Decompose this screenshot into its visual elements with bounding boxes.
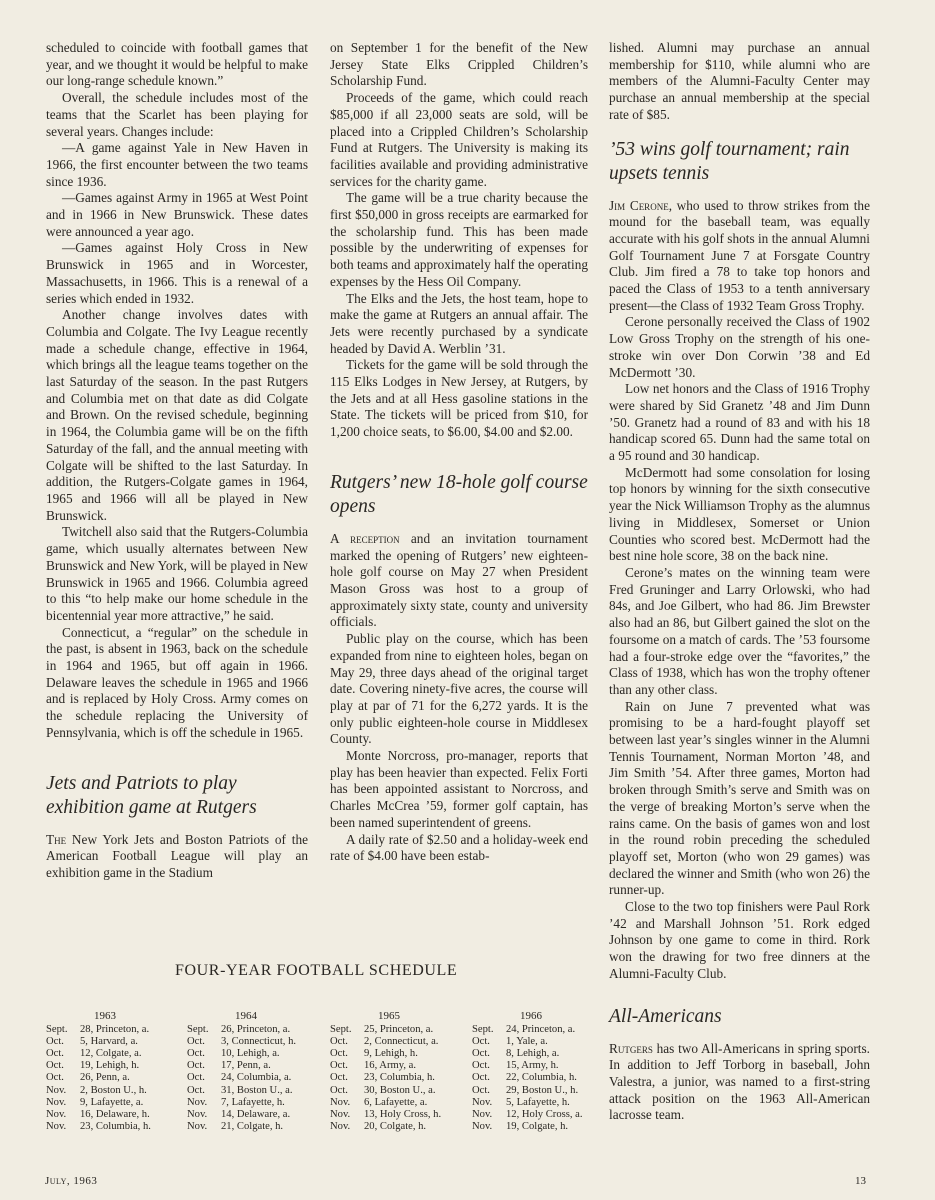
lead-in: A reception <box>330 530 400 546</box>
schedule-year-column <box>46 1010 186 1133</box>
schedule-month: Nov. <box>46 1108 67 1120</box>
paragraph: lished. Alumni may purchase an annual membership for $110, while alumni who are members of the Alumni-Faculty Center may purchase an annual membership at the special rate of $85. <box>609 40 870 122</box>
schedule-year: 1963 <box>94 1010 116 1022</box>
schedule-game: 26, Princeton, a. <box>221 1024 291 1036</box>
schedule-row <box>330 1085 470 1097</box>
schedule-month: Nov. <box>187 1096 208 1108</box>
schedule-game: 24, Princeton, a. <box>506 1024 576 1036</box>
schedule-row <box>187 1121 327 1133</box>
schedule-game: 30, Boston U., a. <box>364 1084 436 1096</box>
schedule-row <box>472 1048 612 1060</box>
schedule-month: Nov. <box>472 1096 493 1108</box>
schedule-month: Nov. <box>46 1096 67 1108</box>
schedule-game: 1, Yale, a. <box>506 1036 548 1048</box>
schedule-game: 2, Boston U., h. <box>80 1084 147 1096</box>
schedule-month: Oct. <box>187 1048 205 1060</box>
schedule-month: Oct. <box>46 1036 64 1048</box>
schedule-month: Oct. <box>472 1036 490 1048</box>
schedule-row <box>472 1024 612 1036</box>
schedule-row <box>187 1036 327 1048</box>
schedule-month: Nov. <box>187 1120 208 1132</box>
schedule-month: Sept. <box>472 1024 494 1036</box>
schedule-game: 19, Lehigh, h. <box>80 1060 140 1072</box>
paragraph: Monte Norcross, pro-manager, reports that play has been heavier than expected. Felix Forti has been appointed assistant to Norcross, and Charles McCrea ’59, former golf captain, has been named superintendent of greens. <box>330 748 588 830</box>
paragraph <box>609 198 870 315</box>
schedule-row <box>330 1109 470 1121</box>
schedule-game: 7, Lafayette, h. <box>221 1096 285 1108</box>
all-americans-headline: All-Americans <box>609 1005 722 1027</box>
schedule-row <box>330 1121 470 1133</box>
paragraph: Connecticut, a “regular” on the schedule in the past, is absent in 1963, back on the schedule in 1964 and 1965, but off again in 1966. Delaware leaves the schedule in 1965 and 1966 and is replaced by Holy Cross. Army comes on the schedule replacing the University of Pennsylvania, which is off the schedule in 1965. <box>46 624 308 740</box>
schedule-game: 8, Lehigh, a. <box>506 1048 560 1060</box>
schedule-month: Oct. <box>187 1072 205 1084</box>
schedule-month: Nov. <box>46 1120 67 1132</box>
paragraph: —Games against Holy Cross in New Brunswick in 1965 and in Worcester, Massachusetts, in 1966. This is a renewal of a series which ended in 1932. <box>46 240 308 306</box>
schedule-month: Oct. <box>187 1084 205 1096</box>
paragraph: Cerone personally received the Class of 1902 Low Gross Trophy on the strength of his one-stroke win over Don Corwin ’38 and Ed McDermott ’30. <box>609 314 870 380</box>
schedule-year: 1965 <box>378 1010 400 1022</box>
schedule-game: 2, Connecticut, a. <box>364 1036 439 1048</box>
schedule-row <box>187 1085 327 1097</box>
schedule-game: 17, Penn, a. <box>221 1060 271 1072</box>
schedule-month: Sept. <box>330 1024 352 1036</box>
paragraph: Rain on June 7 prevented what was promising to be a hard-fought playoff set between last year’s singles winner in the Alumni Tennis Tournament, Norman Morton ’48, and Jim Smith ’54. After three games, Morton had broken through Smith’s serve and Smith was on the verge of breaking Morton’s serve when the rains came. On the basis of games won and lost in the round robin preceding the scheduled playoff set, Morton (who won 29 games) was declared the winner and Smith (who won 26) the runner-up. <box>609 698 870 898</box>
schedule-row <box>472 1109 612 1121</box>
golf-course-headline: Rutgers’ new 18-hole golf course opens <box>330 471 588 517</box>
column-2 <box>330 40 588 865</box>
paragraph: Low net honors and the Class of 1916 Trophy were shared by Sid Granetz ’48 and Jim Dunn ’50. Granetz had a round of 83 and with his 18 handicap scored 65. Dunn had the same total on a 95 round and 30 handicap. <box>609 381 870 464</box>
schedule-row <box>472 1072 612 1084</box>
paragraph: Another change involves dates with Columbia and Colgate. The Ivy League recently made a schedule change, effective in 1964, which brings all the league teams together on the last Saturday of the season. In the past Rutgers and Columbia met on that date as did Colgate and Brown. On the revised schedule, beginning in 1964, the Columbia game will be on the fifth Saturday of the fall, and the annual meeting with Colgate will be shifted to the last Saturday. In addition, the Rutgers-Colgate games in 1964, 1965 and 1966 will all be played in New Brunswick. <box>46 307 308 523</box>
schedule-row <box>46 1097 186 1109</box>
lead-in: Rutgers <box>609 1040 653 1056</box>
schedule-month: Oct. <box>472 1072 490 1084</box>
schedule-game: 12, Holy Cross, a. <box>506 1108 583 1120</box>
column-1 <box>46 40 308 882</box>
schedule-game: 25, Princeton, a. <box>364 1024 434 1036</box>
schedule-month: Oct. <box>472 1048 490 1060</box>
schedule-row <box>472 1121 612 1133</box>
schedule-row <box>46 1121 186 1133</box>
schedule-row <box>330 1072 470 1084</box>
schedule-month: Nov. <box>330 1120 351 1132</box>
schedule-month: Nov. <box>472 1120 493 1132</box>
paragraph: —A game against Yale in New Haven in 1966, the first encounter between the two teams since 1936. <box>46 140 308 189</box>
lead-in: The <box>46 831 67 847</box>
schedule-month: Nov. <box>472 1108 493 1120</box>
paragraph: Proceeds of the game, which could reach $85,000 if all 23,000 seats are sold, will be placed into a Crippled Children’s Scholarship Fund at Rutgers. The University is making its facilities available and providing administrative services for the charity game. <box>330 90 588 189</box>
schedule-game: 9, Lafayette, a. <box>80 1096 144 1108</box>
page-number: 13 <box>855 1175 866 1187</box>
schedule-title: FOUR-YEAR FOOTBALL SCHEDULE <box>175 962 458 979</box>
schedule-game: 20, Colgate, h. <box>364 1120 427 1132</box>
schedule-row <box>187 1097 327 1109</box>
schedule-game: 19, Colgate, h. <box>506 1120 569 1132</box>
schedule-game: 16, Army, a. <box>364 1060 416 1072</box>
schedule-row <box>46 1024 186 1036</box>
schedule-game: 6, Lafayette, a. <box>364 1096 428 1108</box>
schedule-game: 10, Lehigh, a. <box>221 1048 280 1060</box>
schedule-month: Oct. <box>46 1060 64 1072</box>
schedule-row <box>472 1060 612 1072</box>
schedule-game: 16, Delaware, h. <box>80 1108 150 1120</box>
schedule-row <box>472 1085 612 1097</box>
schedule-row <box>46 1060 186 1072</box>
paragraph <box>330 531 588 631</box>
schedule-month: Oct. <box>46 1048 64 1060</box>
schedule-month: Oct. <box>330 1036 348 1048</box>
paragraph <box>609 1041 870 1125</box>
paragraph: Tickets for the game will be sold through the 115 Elks Lodges in New Jersey, at Rutgers, by the Jets and at all Hess gasoline stations in the State. The tickets will be priced from $10, for 1,200 choice seats, to $6.00, $4.00 and $2.00. <box>330 357 588 440</box>
schedule-month: Nov. <box>46 1084 67 1096</box>
schedule-month: Oct. <box>330 1060 348 1072</box>
schedule-game: 14, Delaware, a. <box>221 1108 291 1120</box>
schedule-year-column <box>472 1010 612 1133</box>
schedule-game: 24, Columbia, a. <box>221 1072 292 1084</box>
paragraph: Overall, the schedule includes most of the teams that the Scarlet has been playing for several years. Changes include: <box>46 90 308 139</box>
schedule-row <box>330 1097 470 1109</box>
schedule-year: 1966 <box>520 1010 542 1022</box>
schedule-game: 5, Harvard, a. <box>80 1036 138 1048</box>
schedule-game: 22, Columbia, h. <box>506 1072 577 1084</box>
paragraph: The Elks and the Jets, the host team, hope to make the game at Rutgers an annual affair. The Jets were recently purchased by a syndicate headed by David A. Werblin ’31. <box>330 290 588 356</box>
schedule-row <box>187 1048 327 1060</box>
paragraph-text: and an invitation tournament marked the opening of Rutgers’ new eighteen-hole golf course on May 27 when President Mason Gross was host to a group of approximately sixty state, county and university officials. <box>330 530 588 630</box>
paragraph: Twitchell also said that the Rutgers-Columbia game, which usually alternates between New Brunswick and New York, will be played in New Brunswick in 1965 and 1966. Columbia agreed to this “to help make our home schedule in the bicentennial year more attractive,” he said. <box>46 524 308 623</box>
schedule-row <box>46 1072 186 1084</box>
paragraph: A daily rate of $2.50 and a holiday-week end rate of $4.00 have been estab- <box>330 831 588 864</box>
schedule-year-column <box>187 1010 327 1133</box>
paragraph <box>46 832 308 882</box>
schedule-month: Nov. <box>330 1096 351 1108</box>
schedule-game: 28, Princeton, a. <box>80 1024 150 1036</box>
schedule-game: 23, Columbia, h. <box>364 1072 435 1084</box>
schedule-game: 23, Columbia, h. <box>80 1120 151 1132</box>
schedule-month: Oct. <box>472 1060 490 1072</box>
paragraph: —Games against Army in 1965 at West Point and in 1966 in New Brunswick. These dates were announced a year ago. <box>46 190 308 239</box>
schedule-game: 12, Colgate, a. <box>80 1048 142 1060</box>
schedule-year-column <box>330 1010 470 1133</box>
paragraph-text: , who used to throw strikes from the mound for the baseball team, was equally accurate with his golf shots in the annual Alumni Golf Tournament June 7 at Forsgate Country Club. Jim fired a 78 to take top honors and paced the Class of 1953 to a tenth anniversary present—the Class of 1932 Team Gross Trophy. <box>609 197 870 313</box>
schedule-row <box>330 1048 470 1060</box>
schedule-month: Oct. <box>187 1060 205 1072</box>
paragraph: scheduled to coincide with football games that year, and we thought it would be helpful to make our long-range schedule known.” <box>46 40 308 89</box>
schedule-game: 13, Holy Cross, h. <box>364 1108 442 1120</box>
paragraph: Cerone’s mates on the winning team were Fred Gruninger and Larry Orlowski, who had 84s, and Joe Gilbert, who had 86. Jim Brewster also had an 86, but Gilbert gained the slot on the foursome on a match of cards. The ’53 foursome had a four-stroke edge over the “favorites,” the Class of 1938, which has won the trophy oftener than any other class. <box>609 564 870 697</box>
schedule-row <box>46 1036 186 1048</box>
schedule-game: 15, Army, h. <box>506 1060 559 1072</box>
paragraph: on September 1 for the benefit of the New Jersey State Elks Crippled Children’s Scholarship Fund. <box>330 40 588 89</box>
schedule-row <box>187 1024 327 1036</box>
paragraph: Close to the two top finishers were Paul Rork ’42 and Marshall Johnson ’51. Rork edged Johnson by one game to come in third. Rork won the drawing for two free dinners at the Alumni-Faculty Club. <box>609 899 870 981</box>
schedule-month: Oct. <box>330 1072 348 1084</box>
schedule-game: 3, Connecticut, h. <box>221 1036 297 1048</box>
schedule-game: 29, Boston U., h. <box>506 1084 579 1096</box>
schedule-row <box>330 1060 470 1072</box>
schedule-month: Oct. <box>472 1084 490 1096</box>
schedule-row <box>472 1036 612 1048</box>
paragraph: The game will be a true charity because the first $50,000 in gross receipts are earmarked for the scholarship fund. This has been made possible by the underwriting of expenses for both teams and approximately half the operating expenses by the Hess Oil Company. <box>330 190 588 289</box>
schedule-row <box>46 1048 186 1060</box>
schedule-game: 9, Lehigh, h. <box>364 1048 418 1060</box>
schedule-month: Sept. <box>187 1024 209 1036</box>
paragraph-text: New York Jets and Boston Patriots of the American Football League will play an exhibition game in the Stadium <box>46 831 308 880</box>
schedule-row <box>330 1024 470 1036</box>
schedule-row <box>472 1097 612 1109</box>
schedule-game: 5, Lafayette, h. <box>506 1096 570 1108</box>
schedule-month: Sept. <box>46 1024 68 1036</box>
schedule-row <box>46 1085 186 1097</box>
jets-headline: Jets and Patriots to play exhibition game at Rutgers <box>46 772 257 818</box>
issue-date: July, 1963 <box>45 1175 98 1187</box>
golf-tournament-headline: ’53 wins golf tournament; rain upsets tennis <box>609 138 850 184</box>
schedule-row <box>187 1109 327 1121</box>
schedule-month: Oct. <box>330 1084 348 1096</box>
schedule-row <box>330 1036 470 1048</box>
lead-in: Jim Cerone <box>609 197 669 213</box>
schedule-game: 26, Penn, a. <box>80 1072 130 1084</box>
paragraph-text: has two All-Americans in spring sports. In addition to Jeff Torborg in baseball, John Valestra, a junior, was named to a first-string attack position on the 1963 All-American lacrosse team. <box>609 1040 870 1123</box>
schedule-game: 21, Colgate, h. <box>221 1120 284 1132</box>
schedule-month: Oct. <box>330 1048 348 1060</box>
column-3 <box>609 40 870 1124</box>
schedule-month: Oct. <box>187 1036 205 1048</box>
schedule-month: Nov. <box>330 1108 351 1120</box>
paragraph: McDermott had some consolation for losing top honors by winning for the sixth consecutive year the Nick Williamson Trophy as the alumnus living in Middlesex, Somerset or Union Counties who scored best. McDermott had the best nine hole score, 38 on the back nine. <box>609 464 870 564</box>
schedule-month: Nov. <box>187 1108 208 1120</box>
paragraph: Public play on the course, which has been expanded from nine to eighteen holes, began on May 29, three days ahead of the original target date. Covering ninety-five acres, the course will play at par of 71 for the 6,272 yards. It is the only public eighteen-hole course in Middlesex County. <box>330 631 588 747</box>
schedule-row <box>46 1109 186 1121</box>
schedule-row <box>187 1060 327 1072</box>
schedule-row <box>187 1072 327 1084</box>
schedule-game: 31, Boston U., a. <box>221 1084 293 1096</box>
schedule-year: 1964 <box>235 1010 257 1022</box>
schedule-month: Oct. <box>46 1072 64 1084</box>
